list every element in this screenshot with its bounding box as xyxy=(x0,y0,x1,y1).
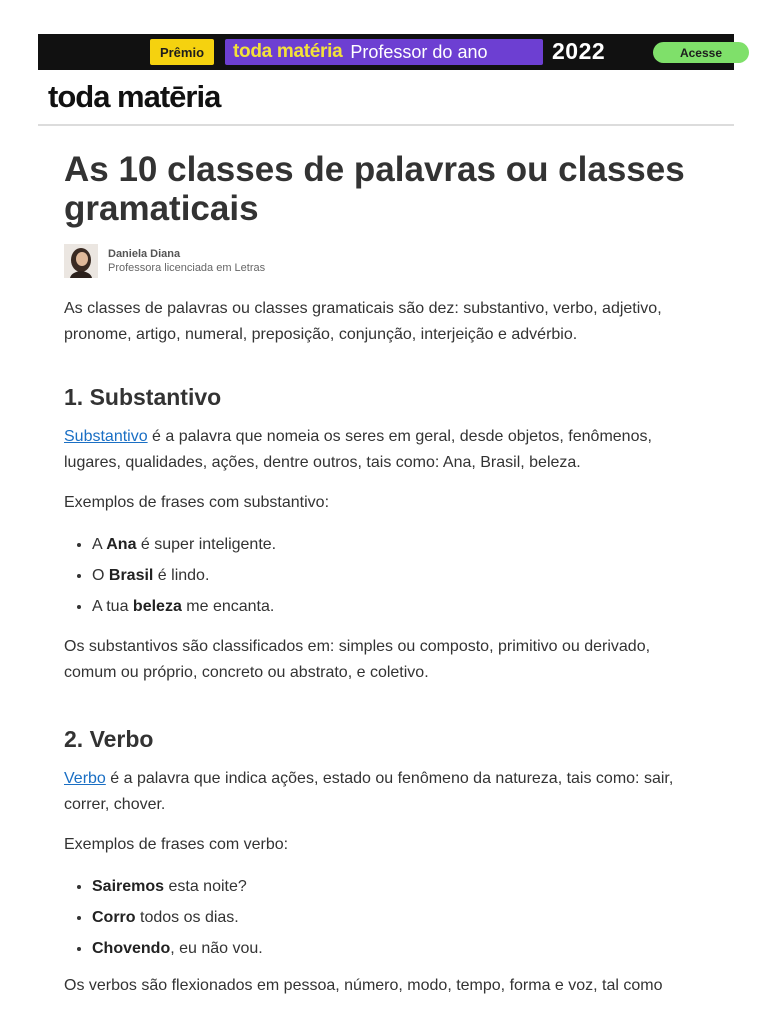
substantivo-definition xyxy=(64,424,704,476)
list-item xyxy=(92,874,704,900)
verbo-examples-intro: Exemplos de frases com verbo: xyxy=(64,836,289,853)
verbo-definition xyxy=(64,766,704,818)
example-keyword: beleza xyxy=(132,598,182,615)
author-role: Professora licenciada em Letras xyxy=(108,261,266,274)
author-avatar[interactable] xyxy=(64,244,98,278)
example-text: , eu não vou. xyxy=(170,940,263,957)
example-text: é lindo. xyxy=(153,567,210,584)
verbo-link[interactable]: Verbo xyxy=(64,770,106,787)
example-keyword: Corro xyxy=(92,909,136,926)
example-text: O xyxy=(92,567,109,584)
list-item xyxy=(92,594,704,620)
banner-title: Professor do ano xyxy=(350,41,488,62)
example-text: A tua xyxy=(92,598,133,615)
list-item xyxy=(92,532,704,558)
substantivo-def-text: é a palavra que nomeia os seres em geral, desde objetos, fenômenos, lugares, qualidades, ações, dentre outros, tais como: Ana, Brasil, beleza. xyxy=(64,428,652,471)
avatar-portrait-icon xyxy=(64,244,98,278)
promo-banner[interactable] xyxy=(38,34,734,70)
intro-paragraph: As classes de palavras ou classes gramaticais são dez: substantivo, verbo, adjetivo, pronome, artigo, numeral, preposição, conjunção, interjeição e advérbio. xyxy=(64,300,662,343)
list-item xyxy=(92,936,704,962)
substantivo-examples-list xyxy=(64,532,704,620)
verbo-examples-list xyxy=(64,874,704,962)
author-info xyxy=(108,247,265,276)
substantivo-link[interactable]: Substantivo xyxy=(64,428,148,445)
article xyxy=(64,150,704,967)
cutoff-paragraph-wrapper xyxy=(64,977,724,996)
site-logo[interactable]: toda matēria xyxy=(48,79,221,114)
brand-badge xyxy=(225,39,543,65)
substantivo-examples-intro: Exemplos de frases com substantivo: xyxy=(64,494,330,511)
example-keyword: Chovendo xyxy=(92,940,171,957)
heading-verbo: 2. Verbo xyxy=(64,726,154,752)
example-text: esta noite? xyxy=(164,878,247,895)
example-text: é super inteligente. xyxy=(136,536,277,553)
article-title: As 10 classes de palavras ou classes gramaticais xyxy=(64,150,685,228)
heading-substantivo: 1. Substantivo xyxy=(64,384,222,410)
acesse-button[interactable]: Acesse xyxy=(653,42,749,63)
verbo-def-text: é a palavra que indica ações, estado ou fenômeno da natureza, tais como: sair, correr, chover. xyxy=(64,770,674,813)
example-keyword: Brasil xyxy=(108,567,154,584)
premio-badge: Prêmio xyxy=(150,39,214,65)
banner-year: 2022 xyxy=(552,38,606,64)
example-keyword: Ana xyxy=(106,536,137,553)
list-item xyxy=(92,563,704,589)
example-text: A xyxy=(92,536,107,553)
verbo-flexion-paragraph: Os verbos são flexionados em pessoa, número, modo, tempo, forma e voz, tal como xyxy=(64,977,663,994)
example-text: me encanta. xyxy=(181,598,275,615)
banner-brand: toda matéria xyxy=(233,41,343,62)
substantivo-classification: Os substantivos são classificados em: simples ou composto, primitivo ou derivado, comum ou próprio, concreto ou abstrato, e coletivo. xyxy=(64,638,651,681)
list-item xyxy=(92,905,704,931)
header-divider xyxy=(38,124,734,126)
author-name[interactable]: Daniela Diana xyxy=(108,247,181,260)
example-text: todos os dias. xyxy=(135,909,239,926)
example-keyword: Sairemos xyxy=(92,878,165,895)
author-block xyxy=(64,244,704,278)
